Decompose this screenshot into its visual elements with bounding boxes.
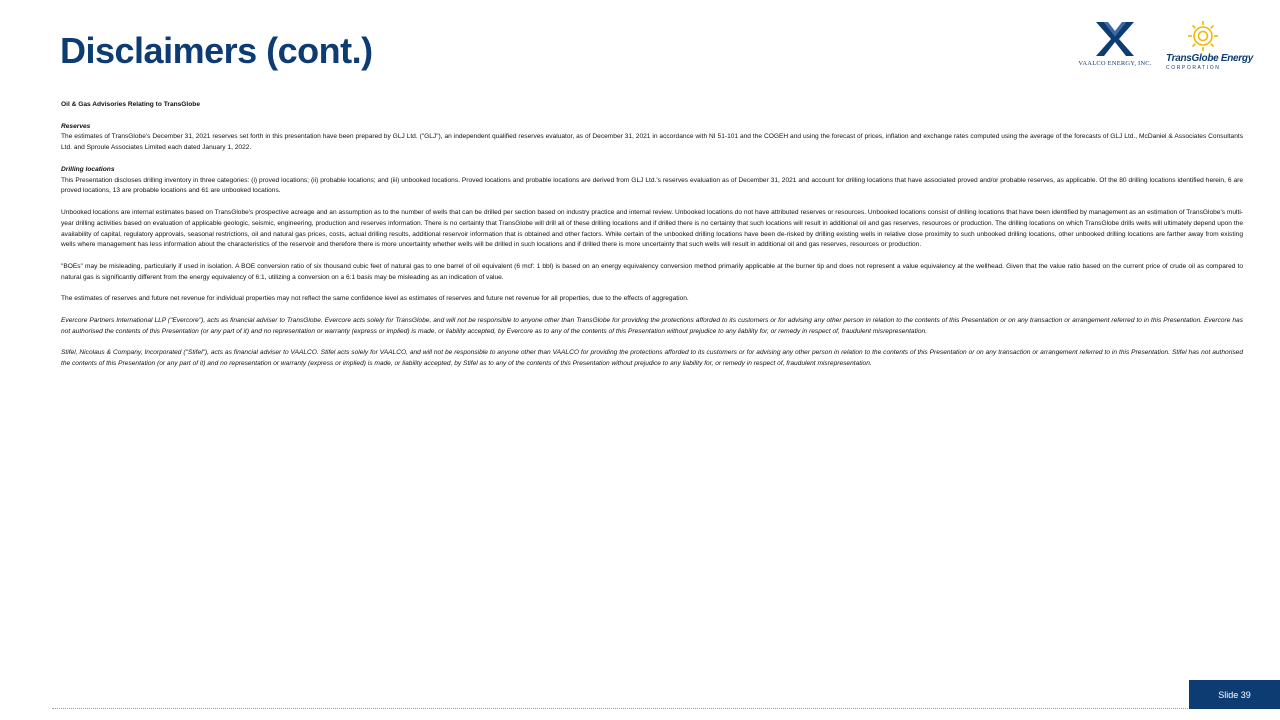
transglobe-logo-subtitle: CORPORATION bbox=[1166, 65, 1221, 71]
transglobe-logo-name: TransGlobe Energy bbox=[1166, 53, 1253, 64]
slide-number: Slide 39 bbox=[1218, 689, 1251, 700]
vaalco-logo bbox=[1070, 22, 1160, 72]
disclaimer-body bbox=[61, 100, 1243, 381]
drilling-subheading: Drilling locations bbox=[61, 165, 115, 173]
stifel-paragraph: Stifel, Nicolaus & Company, Incorporated ("Stifel"), acts as financial adviser to VAALCO. Stifel acts solely for VAALCO, and will not be responsible to anyone other than VAALCO for providing the protections afforded to its customers or for advising any other person in relation to the contents of this Presentation or on any transaction or arrangement referred to in this Presentation. Stifel has not authorised the contents of this Presentation (or any part of it) and no representation or warranty (express or implied) is made, or liability accepted, by Stifel as to any of the contents of this Presentation without prejudice to any liability for, or remedy in respect of, fraudulent misrepresentation. bbox=[61, 349, 1243, 368]
reserves-paragraph bbox=[61, 122, 1243, 154]
footer-divider bbox=[52, 708, 1280, 709]
boe-paragraph: "BOEs" may be misleading, particularly if used in isolation. A BOE conversion ratio of six thousand cubic feet of natural gas to one barrel of oil equivalent (6 mcf: 1 bbl) is based on an energy equivalency conversion method primarily applicable at the burner tip and does not represent a value equivalency at the wellhead. Given that the value ratio based on the current price of crude oil as compared to natural gas is significantly different from the energy equivalency of 6:1, utilizing a conversion on a 6:1 basis may be misleading as an indication of value. bbox=[61, 262, 1243, 281]
vaalco-logo-text: VAALCO ENERGY, INC. bbox=[1078, 60, 1152, 67]
slide-number-badge bbox=[1189, 680, 1280, 709]
page-title: Disclaimers (cont.) bbox=[60, 30, 373, 71]
section-heading: Oil & Gas Advisories Relating to TransGlobe bbox=[61, 101, 200, 108]
drilling-paragraph bbox=[61, 165, 1243, 197]
evercore-paragraph: Evercore Partners International LLP ("Evercore"), acts as financial adviser to TransGlobe. Evercore acts solely for TransGlobe, and will not be responsible to anyone other than TransGlobe for providing the protections afforded to its customers or for advising any other person in relation to the contents of this Presentation or on any transaction or arrangement referred to in this Presentation. Evercore has not authorised the contents of this Presentation (or any part of it) and no representation or warranty (express or implied) is made, or liability accepted, by Evercore as to any of the contents of this Presentation without prejudice to any liability for, or remedy in respect of, fraudulent misrepresentation. bbox=[61, 316, 1243, 335]
drilling-text: This Presentation discloses drilling inventory in three categories: (i) proved locations; (ii) probable locations; and (iii) unbooked locations. Proved locations and probable locations are derived from GLJ Ltd.'s reserves evaluation as of December 31, 2021 and account for drilling locations that have associated proved and/or probable reserves, as applicable. Of the 80 drilling locations identified herein, 6 are proved locations, 13 are probable locations and 61 are unbooked locations. bbox=[61, 176, 1243, 195]
reserves-subheading: Reserves bbox=[61, 122, 91, 130]
transglobe-sun-icon bbox=[1184, 20, 1222, 52]
estimates-paragraph: The estimates of reserves and future net revenue for individual properties may not reflect the same confidence level as estimates of reserves and future net revenue for all properties, due to the effects of aggregation. bbox=[61, 295, 689, 303]
unbooked-paragraph: Unbooked locations are internal estimates based on TransGlobe's prospective acreage and an assumption as to the number of wells that can be drilled per section based on industry practice and internal review. Unbooked locations do not have attributed reserves or resources. Unbooked locations consist of drilling locations that have been identified by management as an estimation of TransGlobe's multi-year drilling activities based on evaluation of applicable geologic, seismic, engineering, production and reserves information. There is no certainty that TransGlobe will drill all of these drilling locations and if drilled there is no certainty that such locations will result in additional oil and gas reserves, resources or production. The drilling locations on which TransGlobe drills wells will ultimately depend upon the availability of capital, regulatory approvals, seasonal restrictions, oil and natural gas prices, costs, actual drilling results, additional reservoir information that is obtained and other factors. While certain of the unbooked drilling locations have been de-risked by drilling existing wells in relative close proximity to such unbooked drilling locations, other unbooked drilling locations are farther away from existing wells where management has less information about the characteristics of the reservoir and therefore there is more uncertainty whether wells will be drilled in such locations and if drilled there is more uncertainty that such wells will result in additional oil and gas reserves, resources or production. bbox=[61, 208, 1243, 249]
vaalco-mark-icon bbox=[1094, 22, 1136, 56]
transglobe-logo bbox=[1166, 20, 1252, 74]
reserves-text: The estimates of TransGlobe's December 31, 2021 reserves set forth in this presentation have been prepared by GLJ Ltd. ("GLJ"), an independent qualified reserves evaluator, as of December 31, 2021 in accordance with NI 51-101 and the COGEH and using the forecast of prices, inflation and exchange rates computed using the average of the forecasts of GLJ Ltd., McDaniel & Associates Consultants Ltd. and Sproule Associates Limited each dated January 1, 2022. bbox=[61, 133, 1243, 152]
